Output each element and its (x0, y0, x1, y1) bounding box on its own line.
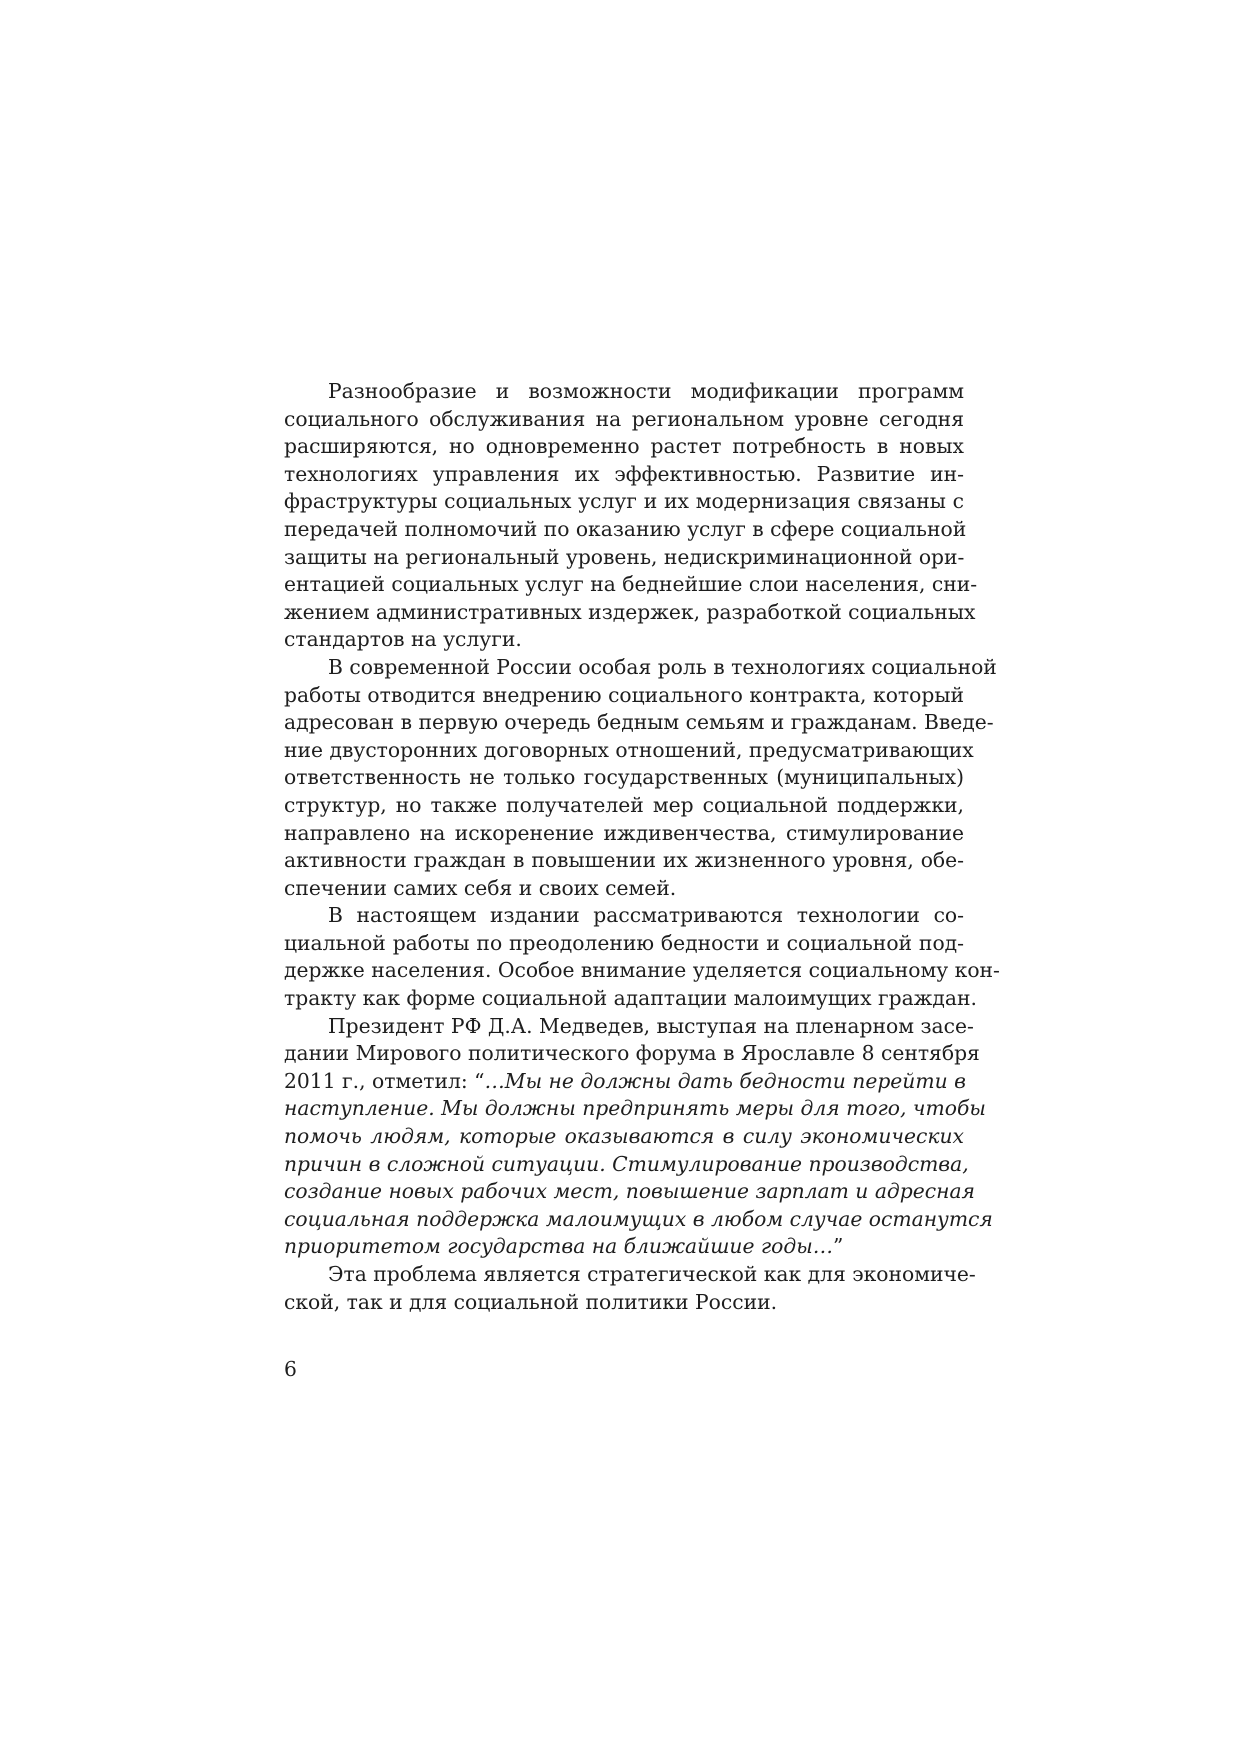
quote-text: приоритетом государства на ближайшие годы… (284, 1234, 834, 1259)
quote-line: наступление. Мы должны предпринять меры для того, чтобы (284, 1096, 986, 1121)
text-line: Эта проблема является стратегической как для экономиче- (328, 1262, 976, 1286)
text-line: стандартов на услуги. (284, 627, 522, 652)
quote-line: причин в сложной ситуации. Стимулирование производства, (284, 1151, 969, 1176)
page-number: 6 (284, 1357, 297, 1381)
text-line: Президент РФ Д.А. Медведев, выступая на пленарном засе- (328, 1013, 974, 1038)
text-line: передачей полномочий по оказанию услуг в сфере социальной (284, 516, 967, 541)
text-line: ние двусторонних договорных отношений, предусматривающих (284, 737, 974, 762)
text-line: расширяются, но одновременно растет потребность в новых (284, 434, 964, 459)
closing-quote-mark: ” (833, 1234, 844, 1259)
text-line: циальной работы по преодолению бедности и социальной под- (284, 930, 964, 955)
text-line: технологиях управления их эффективностью. Развитие ин- (284, 461, 964, 486)
text-line: защиты на региональный уровень, недискриминационной ори- (284, 544, 965, 569)
text-line: адресован в первую очередь бедным семьям и гражданам. Введе- (284, 710, 994, 735)
text-line: спечении самих себя и своих семей. (284, 875, 677, 900)
quote-line: социальная поддержка малоимущих в любом случае останутся (284, 1206, 993, 1231)
paragraph-4 (284, 1013, 993, 1261)
text-line: направлено на искоренение иждивенчества, стимулирование (284, 820, 964, 845)
text-line: В настоящем издании рассматриваются технологии со- (328, 903, 964, 928)
text-line-mixed (284, 1068, 964, 1096)
quote-text: …Мы не должны дать бедности перейти в (484, 1068, 966, 1093)
text-line: структур, но также получателей мер социальной поддержки, (284, 792, 964, 817)
text-line: фраструктуры социальных услуг и их модернизация связаны с (284, 489, 964, 514)
quote-line: помочь людям, которые оказываются в силу экономических (284, 1124, 964, 1149)
body-text (284, 378, 1000, 1316)
text-line: ской, так и для социальной политики России. (284, 1289, 778, 1314)
text-line: жением административных издержек, разработкой социальных (284, 599, 976, 624)
text-line: работы отводится внедрению социального контракта, который (284, 682, 964, 707)
paragraph-2 (284, 654, 997, 902)
text-line-plain-part: 2011 г., отметил: “ (284, 1068, 485, 1093)
text-line: ентацией социальных услуг на беднейшие слои населения, сни- (284, 572, 978, 597)
text-line: держке населения. Особое внимание уделяется социальному кон- (284, 958, 1000, 983)
text-line: активности граждан в повышении их жизненного уровня, обе- (284, 848, 964, 873)
text-line: В современной России особая роль в технологиях социальной (328, 654, 997, 679)
text-line: социального обслуживания на региональном уровне сегодня (284, 406, 964, 431)
paragraph-5 (284, 1261, 976, 1316)
paragraph-1 (284, 378, 978, 654)
text-line-mixed (284, 1233, 964, 1261)
paragraph-3 (284, 902, 1000, 1012)
text-line: ответственность не только государственных (муниципальных) (284, 765, 964, 790)
text-line: дании Мирового политического форума в Ярославле 8 сентября (284, 1041, 980, 1066)
text-line: Разнообразие и возможности модификации программ (328, 379, 964, 403)
text-line: тракту как форме социальной адаптации малоимущих граждан. (284, 986, 977, 1011)
quote-line: создание новых рабочих мест, повышение зарплат и адресная (284, 1179, 975, 1204)
